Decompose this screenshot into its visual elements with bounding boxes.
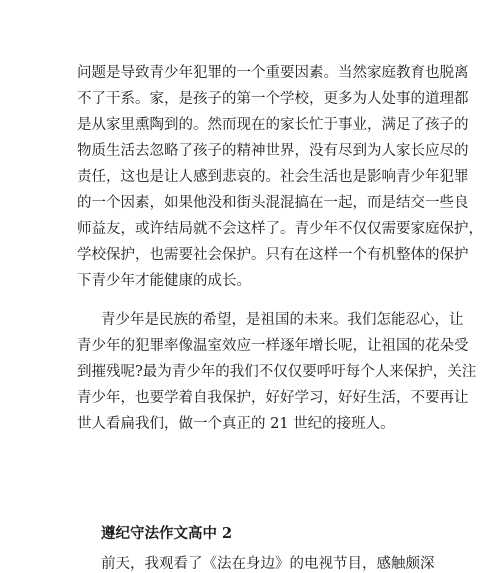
text-line: 问题是导致青少年犯罪的一个重要因素。当然家庭教育也脱离 xyxy=(77,65,469,81)
text-line: 青少年的犯罪率像温室效应一样逐年增长呢，让祖国的花朵受 xyxy=(77,338,469,354)
text-line: 是从家里熏陶到的。然而现在的家长忙于事业，满足了孩子的 xyxy=(77,117,469,133)
text-line: 到摧残呢?最为青少年的我们不仅仅要呼吁每个人来保护，关注 xyxy=(77,364,477,380)
text-line: 青少年是民族的希望，是祖国的未来。我们怎能忍心，让 xyxy=(101,312,464,328)
text-line: 师益友，或许结局就不会这样了。青少年不仅仅需要家庭保护， xyxy=(77,221,483,237)
text-line: 下青少年才能健康的成长。 xyxy=(77,273,251,289)
section-heading: 遵纪守法作文高中 2 xyxy=(101,525,233,542)
text-line: 不了干系。家，是孩子的第一个学校，更多为人处事的道理都 xyxy=(77,91,469,107)
text-line: 学校保护，也需要社会保护。只有在这样一个有机整体的保护 xyxy=(77,247,469,263)
text-line: 世人看扁我们，做一个真正的 21 世纪的接班人。 xyxy=(77,416,395,432)
text-line: 的一个因素，如果他没和街头混混搞在一起，而是结交一些良 xyxy=(77,195,469,211)
text-line: 物质生活去忽略了孩子的精神世界，没有尽到为人家长应尽的 xyxy=(77,143,469,159)
text-line: 青少年，也要学着自我保护，好好学习，好好生活，不要再让 xyxy=(77,390,469,406)
text-line: 责任，这也是让人感到悲哀的。社会生活也是影响青少年犯罪 xyxy=(77,169,469,185)
text-line: 前天，我观看了《法在身边》的电视节目，感触颇深 xyxy=(101,556,435,572)
